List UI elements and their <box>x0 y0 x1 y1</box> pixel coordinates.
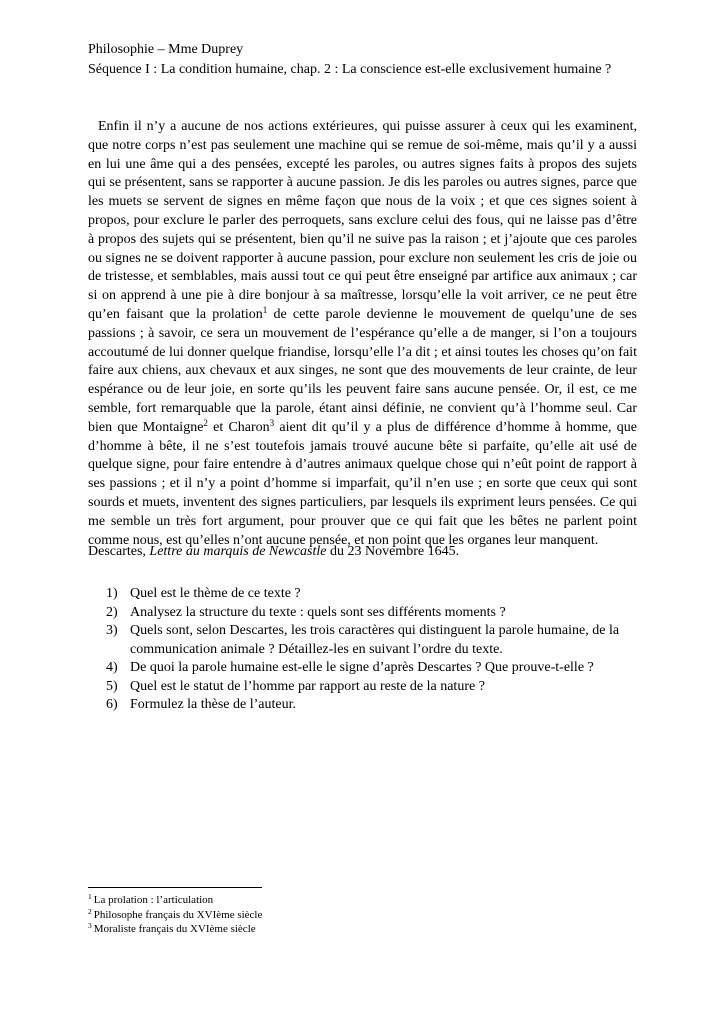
question-number: 1) <box>106 586 118 601</box>
question-number: 5) <box>106 678 118 694</box>
question-text: Formulez la thèse de l’auteur. <box>130 697 296 712</box>
excerpt-part-1: Enfin il n’y a aucune de nos actions extérieures, qui puisse assurer à ceux qui les examinent, que notre corps n’est pas seulement une machine qui se remue de soi-même, mais qu’il y a aussi en lui une âme qui a des pensées, excepté les paroles, ou autres signes faits à propos des sujets qui se présentent, sans se rapporter à aucune passion. Je dis les paroles ou autres signes, parce que les muets se servent de signes en même façon que nous de la voix ; et que ces signes soient à propos, pour exclure le parler des perroquets, sans exclure celui des fous, qui ne laisse pas d’être à propos des sujets qui se présentent, bien qu’il ne suive pas la raison ; et j’ajoute que ces paroles ou signes ne se doivent rapporter à aucune passion, pour exclure non seulement les cris de joie ou de tristesse, et semblables, mais aussi tout ce qui peut être enseigné par artifice aux animaux ; car si on apprend à une pie à dire bonjour à sa maîtresse, lorsqu’elle la voit arriver, ce ne peut être qu’en faisant que la prolation <box>88 119 637 322</box>
footnote-item <box>88 908 488 923</box>
document-header <box>88 40 648 80</box>
question-number: 3) <box>106 623 118 638</box>
question-number: 6) <box>106 697 118 712</box>
excerpt-part-3: et Charon <box>207 419 270 435</box>
footnote-item <box>88 922 488 937</box>
footnotes <box>88 893 488 937</box>
footnote-number: 2 <box>88 906 92 916</box>
citation-work: Lettre au marquis de Newcastle <box>149 544 327 559</box>
source-citation <box>88 542 648 562</box>
excerpt-part-4: aient dit qu’il y a plus de différence d’homme à homme, que d’homme à bête, il ne s’est toutefois jamais trouvé aucune bête si parfaite, qu’elle ait usé de quelque signe, pour faire entendre à d’autres animaux quelque chose qui n’eût point de rapport à ses passions ; et il n’y a point d’homme si imparfait, qu’il n’en use ; en sorte que ceux qui sont sourds et muets, inventent des signes particuliers, par lesquels ils expriment leurs pensées. Ce qui me semble un très fort argument, pour prouver que ce qui fait que les bêtes ne parlent point comme nous, est qu’elles n’ont aucune pensée, et non point que les organes leur manquent. <box>88 419 637 548</box>
footnote-ref-3: 3 <box>269 417 275 428</box>
question-item <box>88 678 648 697</box>
sequence-title: Séquence I : La condition humaine, chap. 2 : La conscience est-elle exclusivement humaine ? <box>88 62 612 77</box>
question-text: Analysez la structure du texte : quels sont ses différents moments ? <box>130 604 506 620</box>
question-item <box>88 659 648 678</box>
footnote-number: 3 <box>88 921 92 930</box>
footnote-ref-2: 2 <box>203 417 208 428</box>
descartes-excerpt <box>88 118 637 550</box>
question-text: De quoi la parole humaine est-elle le signe d’après Descartes ? Que prouve-t-elle ? <box>130 660 594 675</box>
excerpt-part-2: de cette parole devienne le mouvement de quelqu’une de ses passions ; à savoir, ce sera un mouvement de l’espérance qu’elle a de manger, si l’on a toujours accoutumé de lui donner quelque friandise, lorsqu’elle l’a dit ; et ainsi toutes les choses qu’on fait faire aux chiens, aux chevaux et aux singes, ne sont que des mouvements de leur crainte, de leur espérance ou de leur joie, en sorte qu’ils les peuvent faire sans aucune pensée. Or, il est, ce me semble, fort remarquable que la parole, étant ainsi définie, ne convient qu’à l’homme seul. Car bien que Montaigne <box>88 306 637 435</box>
question-number: 4) <box>106 660 118 675</box>
footnote-number: 1 <box>88 892 92 901</box>
footnote-text: Moraliste français du XVIème siècle <box>93 923 256 935</box>
question-item <box>88 696 648 715</box>
footnote-item <box>88 893 488 908</box>
citation-author: Descartes, <box>88 544 150 559</box>
footnote-separator <box>88 887 262 888</box>
footnote-text: Philosophe français du XVIème siècle <box>93 908 263 921</box>
question-text: Quel est le thème de ce texte ? <box>130 586 301 601</box>
question-item <box>88 604 648 623</box>
question-list <box>88 585 648 715</box>
question-text: Quel est le statut de l’homme par rapport au reste de la nature ? <box>130 678 485 694</box>
question-item <box>88 585 648 604</box>
question-item <box>88 622 648 659</box>
question-text: Quels sont, selon Descartes, les trois caractères qui distinguent la parole humaine, de la communication animale ? Détaillez-les en suivant l’ordre du texte. <box>130 623 620 657</box>
question-number: 2) <box>106 604 118 620</box>
course-title: Philosophie – Mme Duprey <box>88 42 244 57</box>
citation-date: du 23 Novembre 1645. <box>326 544 460 559</box>
footnote-text: La prolation : l’articulation <box>93 894 214 906</box>
footnote-ref-1: 1 <box>262 304 268 315</box>
